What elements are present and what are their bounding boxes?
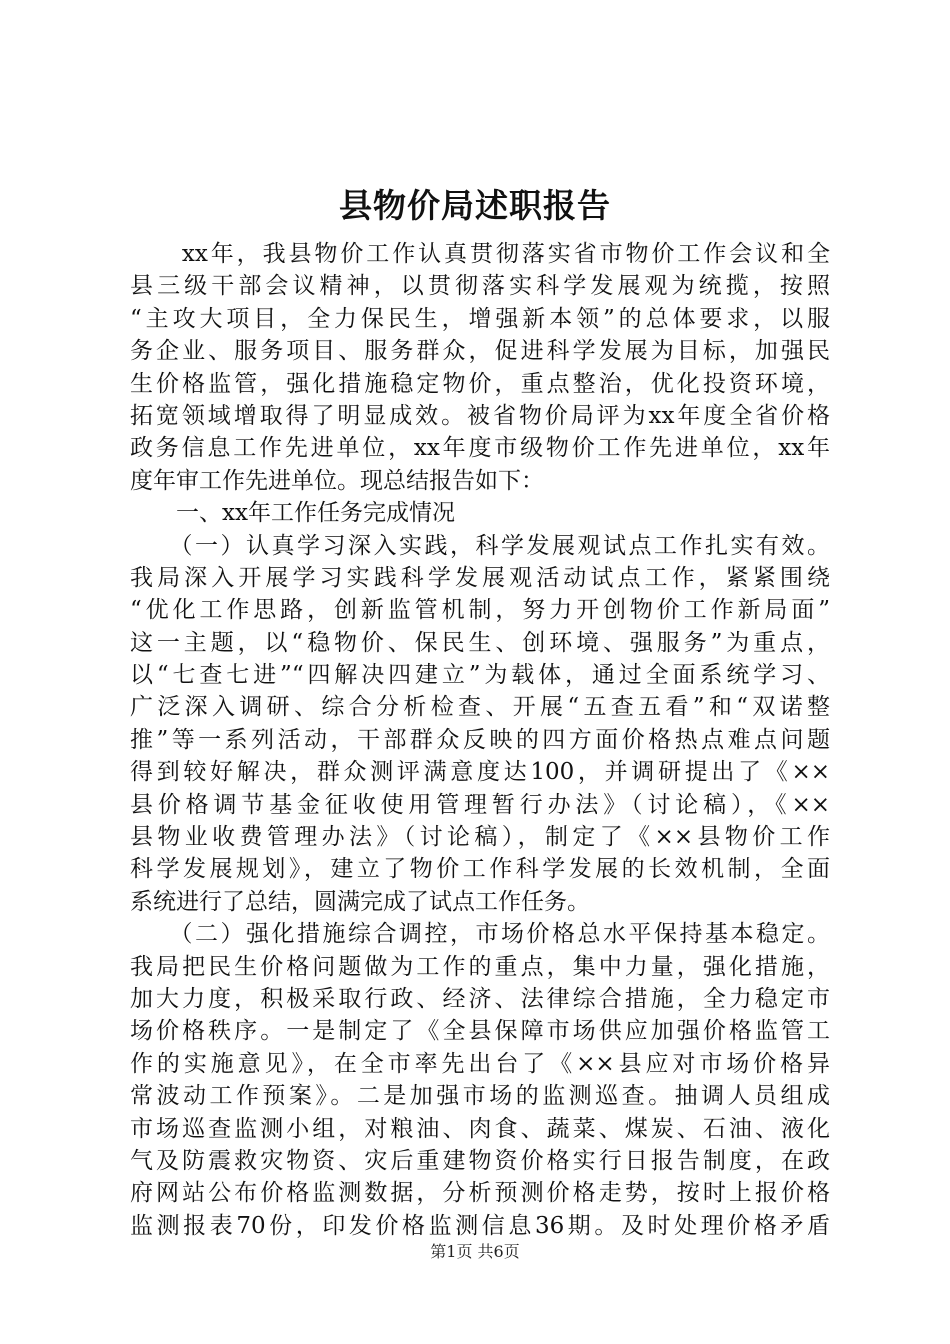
- text-line: 生价格监管，强化措施稳定物价，重点整治，优化投资环境，: [130, 370, 830, 397]
- text-line: 得到较好解决，群众测评满意度达100，并调研提出了《××: [130, 759, 830, 786]
- text-line: 度年审工作先进单位。现总结报告如下：: [130, 467, 544, 494]
- document-title: 县物价局述职报告: [339, 186, 611, 225]
- text-line: 监测报表70份，印发价格监测信息36期。及时处理价格矛盾: [130, 1212, 830, 1239]
- text-line: 我局深入开展学习实践科学发展观活动试点工作，紧紧围绕: [130, 564, 830, 591]
- text-line: 县价格调节基金征收使用管理暂行办法》（讨论稿），《××: [130, 791, 830, 818]
- text-line: 政务信息工作先进单位，xx年度市级物价工作先进单位，xx年: [130, 435, 830, 462]
- text-line: 系统进行了总结，圆满完成了试点工作任务。: [130, 888, 590, 915]
- text-line: （一）认真学习深入实践，科学发展观试点工作扎实有效。: [130, 532, 830, 559]
- section-heading: 一、xx年工作任务完成情况: [130, 500, 455, 527]
- text-line: “主攻大项目，全力保民生，增强新本领”的总体要求，以服: [130, 305, 830, 332]
- page-number: 第1页 共6页: [430, 1242, 520, 1261]
- document-body: [130, 238, 830, 1242]
- text-line: 市场巡查监测小组，对粮油、肉食、蔬菜、煤炭、石油、液化: [130, 1115, 830, 1142]
- text-line: 广泛深入调研、综合分析检查、开展“五查五看”和“双诺整: [130, 694, 830, 721]
- text-line: 推”等一系列活动，干部群众反映的四方面价格热点难点问题: [130, 726, 830, 753]
- text-line: 科学发展规划》，建立了物价工作科学发展的长效机制，全面: [130, 856, 830, 883]
- text-line: 常波动工作预案》。二是加强市场的监测巡查。抽调人员组成: [130, 1083, 830, 1110]
- text-line: 府网站公布价格监测数据，分析预测价格走势，按时上报价格: [130, 1180, 830, 1207]
- text-line: 县三级干部会议精神，以贯彻落实科学发展观为统揽，按照: [130, 273, 830, 300]
- text-line: 拓宽领域增取得了明显成效。被省物价局评为xx年度全省价格: [130, 402, 830, 429]
- text-line: （二）强化措施综合调控，市场价格总水平保持基本稳定。: [130, 921, 830, 948]
- text-line: 气及防震救灾物资、灾后重建物资价格实行日报告制度，在政: [130, 1147, 830, 1174]
- text-line: 这一主题，以“稳物价、保民生、创环境、强服务”为重点，: [130, 629, 830, 656]
- text-line: 我局把民生价格问题做为工作的重点，集中力量，强化措施，: [130, 953, 830, 980]
- text-line: 以“七查七进”“四解决四建立”为载体，通过全面系统学习、: [130, 662, 830, 689]
- text-line: 作的实施意见》，在全市率先出台了《××县应对市场价格异: [130, 1050, 830, 1077]
- text-line: 场价格秩序。一是制定了《全县保障市场供应加强价格监管工: [130, 1018, 830, 1045]
- text-line: xx年，我县物价工作认真贯彻落实省市物价工作会议和全: [130, 241, 830, 267]
- text-line: 务企业、服务项目、服务群众，促进科学发展为目标，加强民: [130, 338, 830, 365]
- text-line: 县物业收费管理办法》（讨论稿），制定了《××县物价工作: [130, 824, 830, 851]
- text-line: 加大力度，积极采取行政、经济、法律综合措施，全力稳定市: [130, 985, 830, 1012]
- text-line: “优化工作思路，创新监管机制，努力开创物价工作新局面”: [130, 597, 830, 624]
